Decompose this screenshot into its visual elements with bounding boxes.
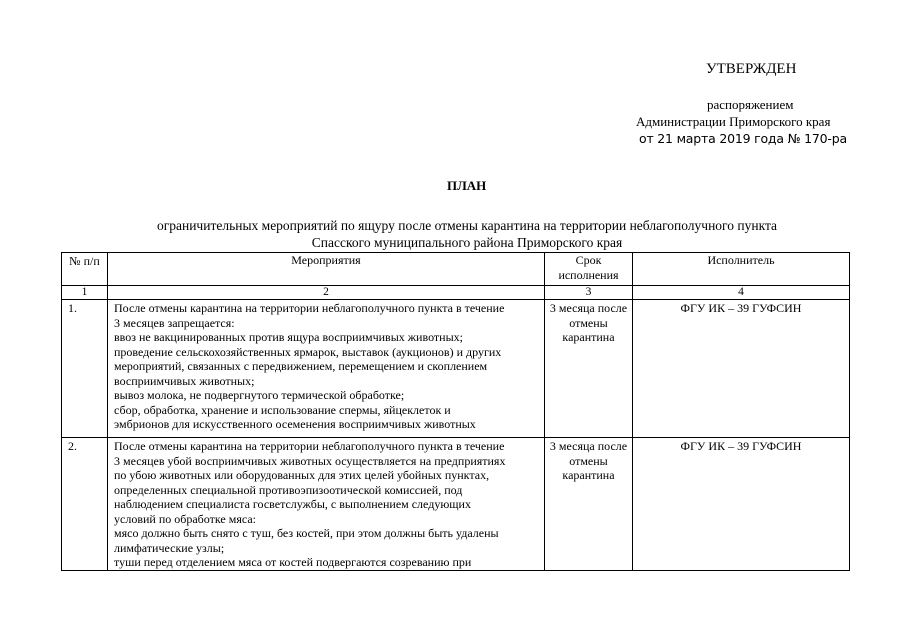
activity-line: эмбрионов для искусственного осеменения восприимчивых животных	[114, 417, 476, 431]
column-number-row	[62, 286, 850, 300]
document-title: ПЛАН	[447, 178, 487, 193]
table-header-row	[62, 253, 850, 286]
activity-line: вывоз молока, не подвергнутого термической обработке;	[114, 388, 405, 402]
activity-line: по убою животных или оборудованных для этих целей убойных пунктах,	[114, 468, 490, 482]
document-subtitle-line2: Спасского муниципального района Приморского края	[311, 235, 623, 250]
row-number: 2.	[62, 438, 108, 571]
header-executor: Исполнитель	[633, 253, 850, 286]
order-reference-line3: от 21 марта 2019 года № 170-ра	[639, 131, 847, 146]
activity-line: После отмены карантина на территории неблагополучного пункта в течение	[114, 439, 505, 453]
column-number: 3	[545, 286, 633, 300]
header-activity: Мероприятия	[108, 253, 545, 286]
activity-line: восприимчивых животных;	[114, 373, 255, 388]
activity-line: наблюдением специалиста госветслужбы, с выполнением следующих	[114, 497, 471, 511]
activity-line: туши перед отделением мяса от костей подвергаются созреванию при	[114, 555, 472, 569]
activity-line: сбор, обработка, хранение и использование спермы, яйцеклеток и	[114, 402, 451, 417]
activity-line: ввоз не вакцинированных против ящура восприимчивых животных;	[114, 330, 463, 344]
order-reference-line2: Администрации Приморского края	[636, 114, 831, 129]
table-row	[62, 438, 850, 571]
activity-line: 3 месяцев убой восприимчивых животных осуществляется на предприятиях	[114, 453, 506, 468]
term-cell: 3 месяца после отмены карантина	[545, 438, 633, 571]
activity-line: лимфатические узлы;	[114, 540, 225, 555]
column-number: 4	[633, 286, 850, 300]
header-num: № п/п	[62, 253, 108, 286]
activity-line: проведение сельскохозяйственных ярмарок, выставок (аукционов) и других	[114, 344, 502, 359]
activity-line: мероприятий, связанных с передвижением, перемещением и скоплением	[114, 359, 488, 373]
activity-cell	[108, 300, 545, 438]
activity-line: После отмены карантина на территории неблагополучного пункта в течение	[114, 301, 505, 315]
executor-cell: ФГУ ИК – 39 ГУФСИН	[633, 438, 850, 571]
row-number: 1.	[62, 300, 108, 438]
approval-stamp: УТВЕРЖДЕН	[706, 61, 797, 77]
executor-cell: ФГУ ИК – 39 ГУФСИН	[633, 300, 850, 438]
plan-table	[61, 252, 850, 571]
column-number: 1	[62, 286, 108, 300]
term-cell: 3 месяца после отмены карантина	[545, 300, 633, 438]
activity-line: мясо должно быть снято с туш, без костей, при этом должны быть удалены	[114, 526, 499, 540]
column-number: 2	[108, 286, 545, 300]
activity-line: 3 месяцев запрещается:	[114, 315, 235, 330]
table-row	[62, 300, 850, 438]
document-subtitle-line1: ограничительных мероприятий по ящуру после отмены карантина на территории неблагополучного пункта	[156, 218, 778, 233]
activity-cell	[108, 438, 545, 571]
order-reference-line1: распоряжением	[707, 97, 794, 112]
header-term: Срок исполнения	[545, 253, 633, 286]
activity-line: условий по обработке мяса:	[114, 511, 256, 526]
activity-line: определенных специальной противоэпизоотической комиссией, под	[114, 482, 463, 497]
